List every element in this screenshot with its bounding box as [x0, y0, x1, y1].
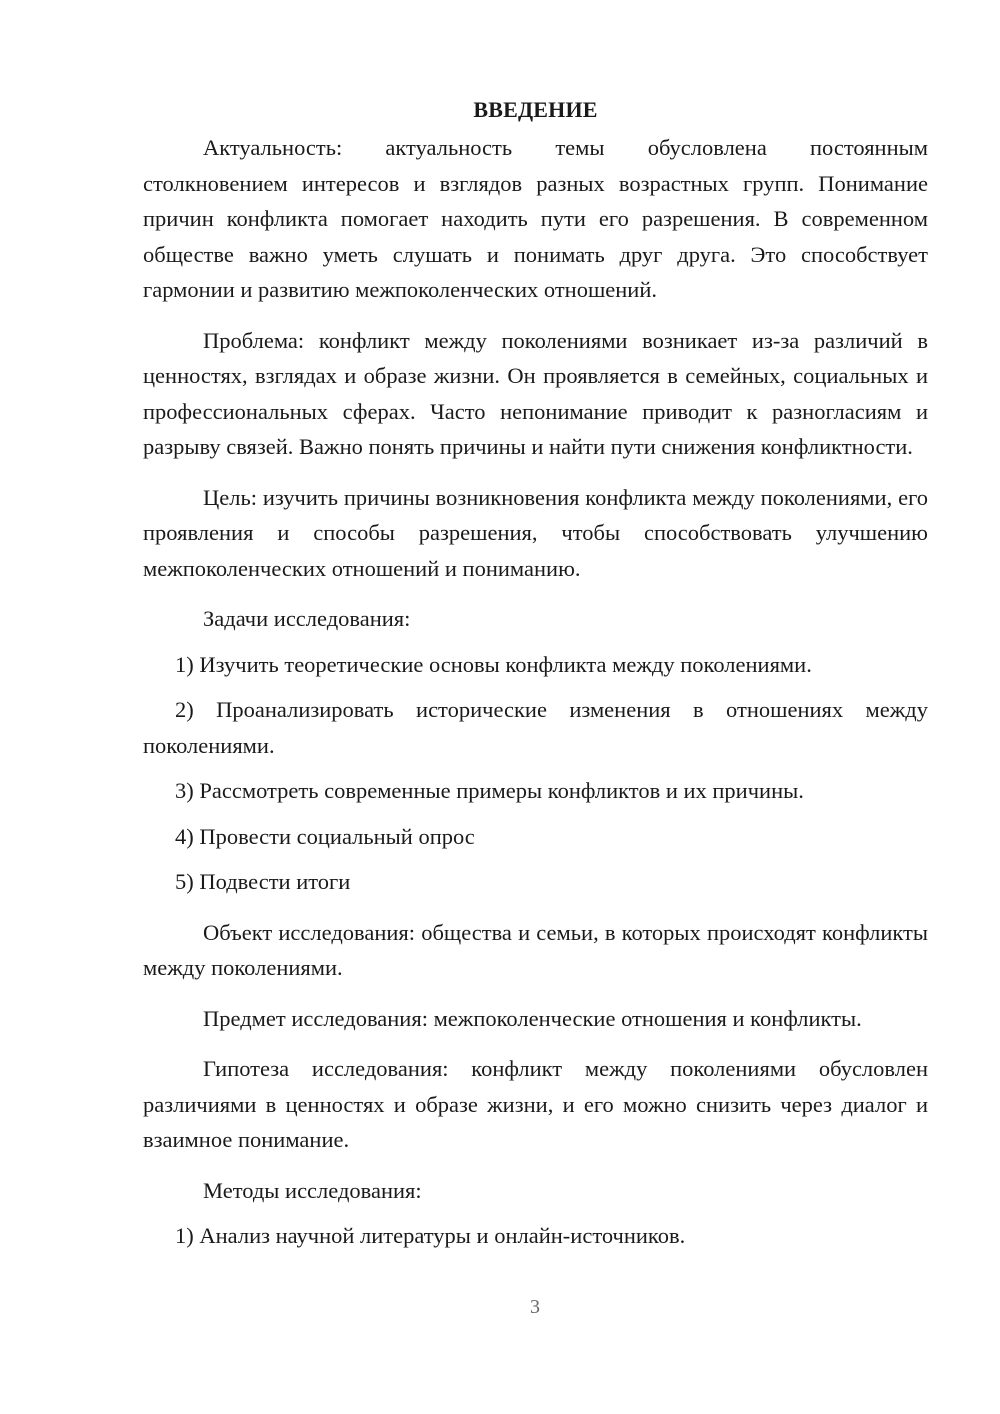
- methods-title: Методы исследования:: [203, 1177, 422, 1203]
- paragraph-subject: Предмет исследования: межпоколенческие отношения и конфликты.: [203, 1005, 862, 1031]
- task-item-3: 3) Рассмотреть современные примеры конфликтов и их причины.: [175, 778, 804, 803]
- task-item-4: 4) Провести социальный опрос: [175, 823, 475, 849]
- method-item-1: 1) Анализ научной литературы и онлайн-источников.: [175, 1223, 686, 1248]
- task-item-2: 2) Проанализировать исторические изменения в отношениях между поколениями.: [143, 697, 928, 758]
- task-item-5: 5) Подвести итоги: [175, 869, 351, 894]
- paragraph-hypothesis: Гипотеза исследования: конфликт между поколениями обусловлен различиями в ценностях и образе жизни, и его можно снизить через диалог и взаимное понимание.: [143, 1056, 928, 1152]
- page-heading: ВВЕДЕНИЕ: [473, 97, 598, 122]
- task-item-1: 1) Изучить теоретические основы конфликта между поколениями.: [175, 651, 812, 677]
- page-content: [143, 92, 928, 1264]
- page-number: 3: [530, 1296, 540, 1318]
- paragraph-object: Объект исследования: общества и семьи, в которых происходят конфликты между поколениями.: [143, 919, 928, 980]
- paragraph-relevance: Актуальность: актуальность темы обусловлена постоянным столкновением интересов и взглядов разных возрастных групп. Понимание причин конфликта помогает находить пути его разрешения. В современном обществе важно уметь слушать и понимать друг друга. Это способствует гармонии и развитию межпоколенческих отношений.: [143, 135, 928, 302]
- tasks-title: Задачи исследования:: [203, 606, 411, 631]
- paragraph-problem: Проблема: конфликт между поколениями возникает из-за различий в ценностях, взглядах и образе жизни. Он проявляется в семейных, социальных и профессиональных сферах. Часто непонимание приводит к разногласиям и разрыву связей. Важно понять причины и найти пути снижения конфликтности.: [143, 327, 928, 459]
- paragraph-goal: Цель: изучить причины возникновения конфликта между поколениями, его проявления и способы разрешения, чтобы способствовать улучшению межпоколенческих отношений и пониманию.: [143, 484, 928, 581]
